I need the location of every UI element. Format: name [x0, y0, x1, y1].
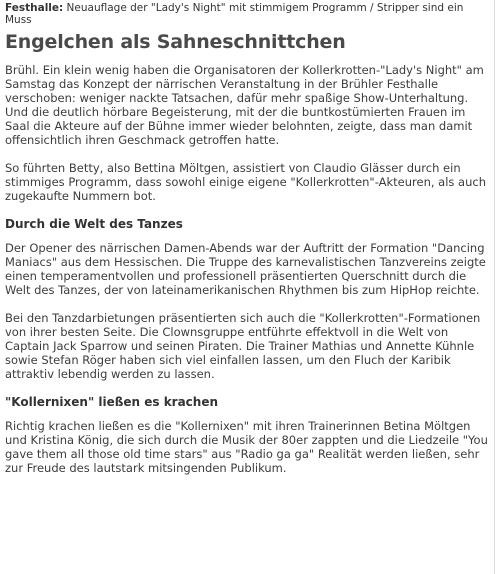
- paragraph-intro: Brühl. Ein klein wenig haben die Organisatoren der Kollerkrotten-"Lady's Night" am Samstag das Konzept der närrischen Veranstaltung in der Brühler Festhalle verschoben: weniger nackte Tatsachen, dafür mehr spaßige Show-Unterhaltung. Und die deutlich hörbare Begeisterung, mit der die buntkostümierten Frauen im Saal die Akteure auf der Bühne immer wieder belohnten, zeigte, dass man damit offensichtlich ihren Geschmack getroffen hatte.: [5, 63, 484, 147]
- paragraph-program: So führten Betty, also Bettina Möltgen, assistiert von Claudio Glässer durch ein stimmiges Programm, dass sowohl einige eigene "Kollerkrotten"-Akteuren, als auch zugekaufte Nummern bot.: [5, 161, 487, 203]
- subheading-kollernixen: "Kollernixen" ließen es krachen: [5, 395, 219, 409]
- kicker-label: Festhalle:: [5, 2, 64, 14]
- article-kicker: [5, 2, 488, 26]
- article-headline: Engelchen als Sahneschnittchen: [5, 31, 346, 53]
- paragraph-kollernixen: Richtig krachen ließen es die "Kollernixen" mit ihren Trainerinnen Betina Möltgen und Kristina König, die sich durch die Musik der 80er zappten und die Liedzeile "You gave them all those old time stars" aus "Radio ga ga" Realität werden ließen, sehr zur Freude des lautstark mitsingenden Publikum.: [5, 419, 488, 475]
- paragraph-formations: Bei den Tanzdarbietungen präsentierten sich auch die "Kollerkrotten"-Formationen von ihrer besten Seite. Die Clownsgruppe entführte effektvoll in die Welt von Captain Jack Sparrow und seinen Piraten. Die Trainer Mathias und Annette Kühnle sowie Stefan Röger haben sich viel einfallen lassen, um den Fluch der Karibik attraktiv lebendig werden zu lassen.: [5, 311, 481, 381]
- paragraph-opener: Der Opener des närrischen Damen-Abends war der Auftritt der Formation "Dancing Maniacs" aus dem Hessischen. Die Truppe des karnevalistischen Tanzvereins zeigte einen temperamentvollen und professionell präsentierten Querschnitt durch die Welt des Tanzes, der von lateinamerikanischen Rhythmen bis zum HipHop reichte.: [5, 241, 486, 297]
- kicker-text: Neuauflage der "Lady's Night" mit stimmigem Programm / Stripper sind ein Muss: [5, 2, 464, 26]
- subheading-dance: Durch die Welt des Tanzes: [5, 217, 183, 231]
